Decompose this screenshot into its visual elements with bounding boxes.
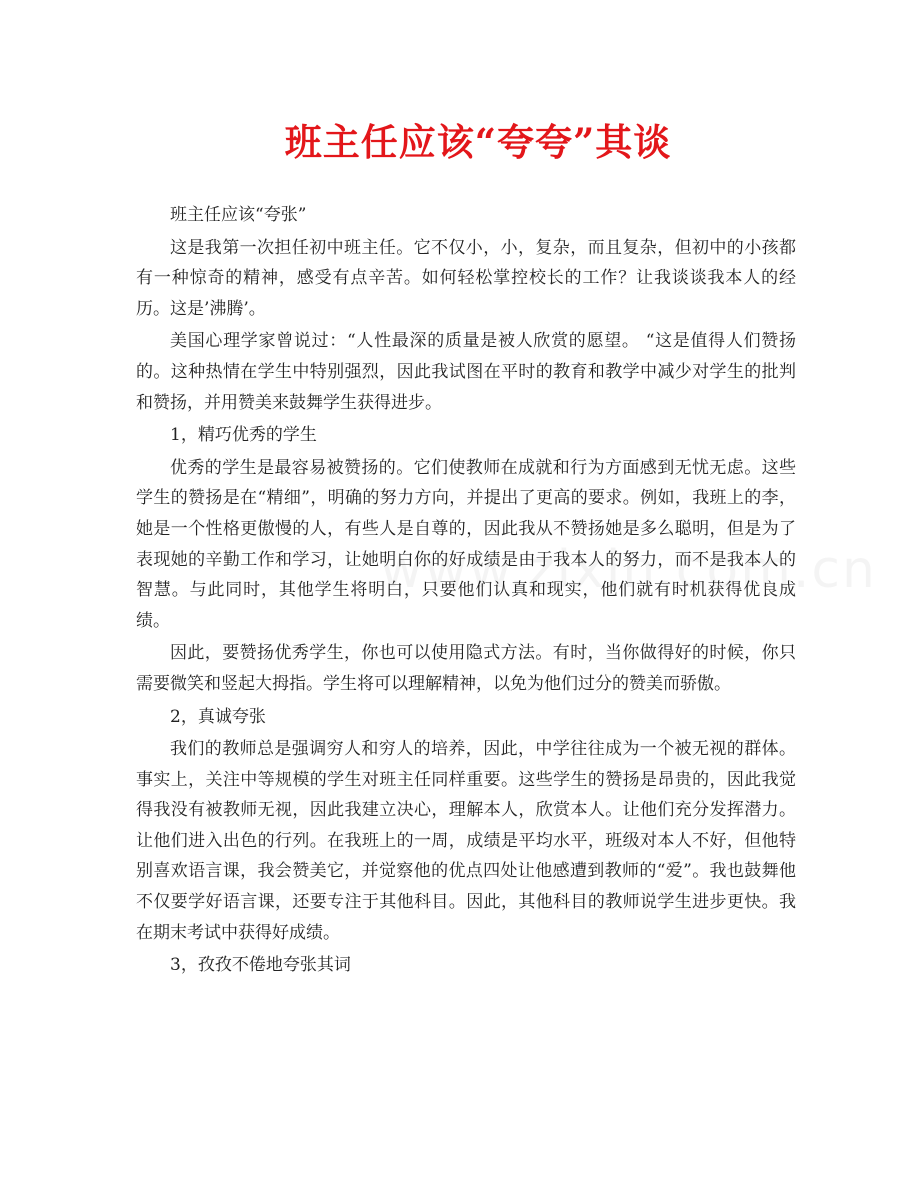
paragraph: 因此，要赞扬优秀学生，你也可以使用隐式方法。有时，当你做得好的时候，你只需要微笑和竖起大拇指。学生将可以理解精神，以免为他们过分的赞美而骄傲。 xyxy=(136,643,796,694)
paragraph: 班主任应该“夸张” xyxy=(170,205,307,225)
paragraph: 这是我第一次担任初中班主任。它不仅小，小，复杂，而且复杂，但初中的小孩都有一种惊奇的精神，感受有点辛苦。如何轻松掌控校长的工作？让我谈谈我本人的经历。这是’沸腾’。 xyxy=(136,237,796,319)
paragraph: 优秀的学生是最容易被赞扬的。它们使教师在成就和行为方面感到无忧无虑。这些学生的赞扬是在“精细”，明确的努力方向，并提出了更高的要求。例如，我班上的李，她是一个性格更傲慢的人，有些人是自尊的，因此我从不赞扬她是多么聪明，但是为了表现她的辛勤工作和学习，让她明白你的好成绩是由于我本人的努力，而不是我本人的智慧。与此同时，其他学生将明白，只要他们认真和现实，他们就有时机获得优良成绩。 xyxy=(136,457,796,631)
paragraph: 我们的教师总是强调穷人和穷人的培养，因此，中学往往成为一个被无视的群体。事实上，关注中等规模的学生对班主任同样重要。这些学生的赞扬是昂贵的，因此我觉得我没有被教师无视，因此我建立决心，理解本人，欣赏本人。让他们充分发挥潜力。让他们进入出色的行列。在我班上的一周，成绩是平均水平，班级对本人不好，但他特别喜欢语言课，我会赞美它，并觉察他的优点四处让他感遭到教师的“爱”。我也鼓舞他不仅要学好语言课，还要专注于其他科目。因此，其他科目的教师说学生进步更快。我在期末考试中获得好成绩。 xyxy=(136,739,796,943)
section-heading: 3，孜孜不倦地夸张其词 xyxy=(170,955,351,976)
section-heading: 1，精巧优秀的学生 xyxy=(170,425,317,446)
document-body xyxy=(136,200,796,983)
paragraph: 美国心理学家曾说过：“人性最深的质量是被人欣赏的愿望。 “这是值得人们赞扬的。这种热情在学生中特别强烈，因此我试图在平时的教育和教学中减少对学生的批判和赞扬，并用赞美来鼓舞学生获得进步。 xyxy=(136,331,796,413)
document-title: 班主任应该“夸夸”其谈 xyxy=(284,120,672,164)
section-heading: 2，真诚夸张 xyxy=(170,706,266,727)
